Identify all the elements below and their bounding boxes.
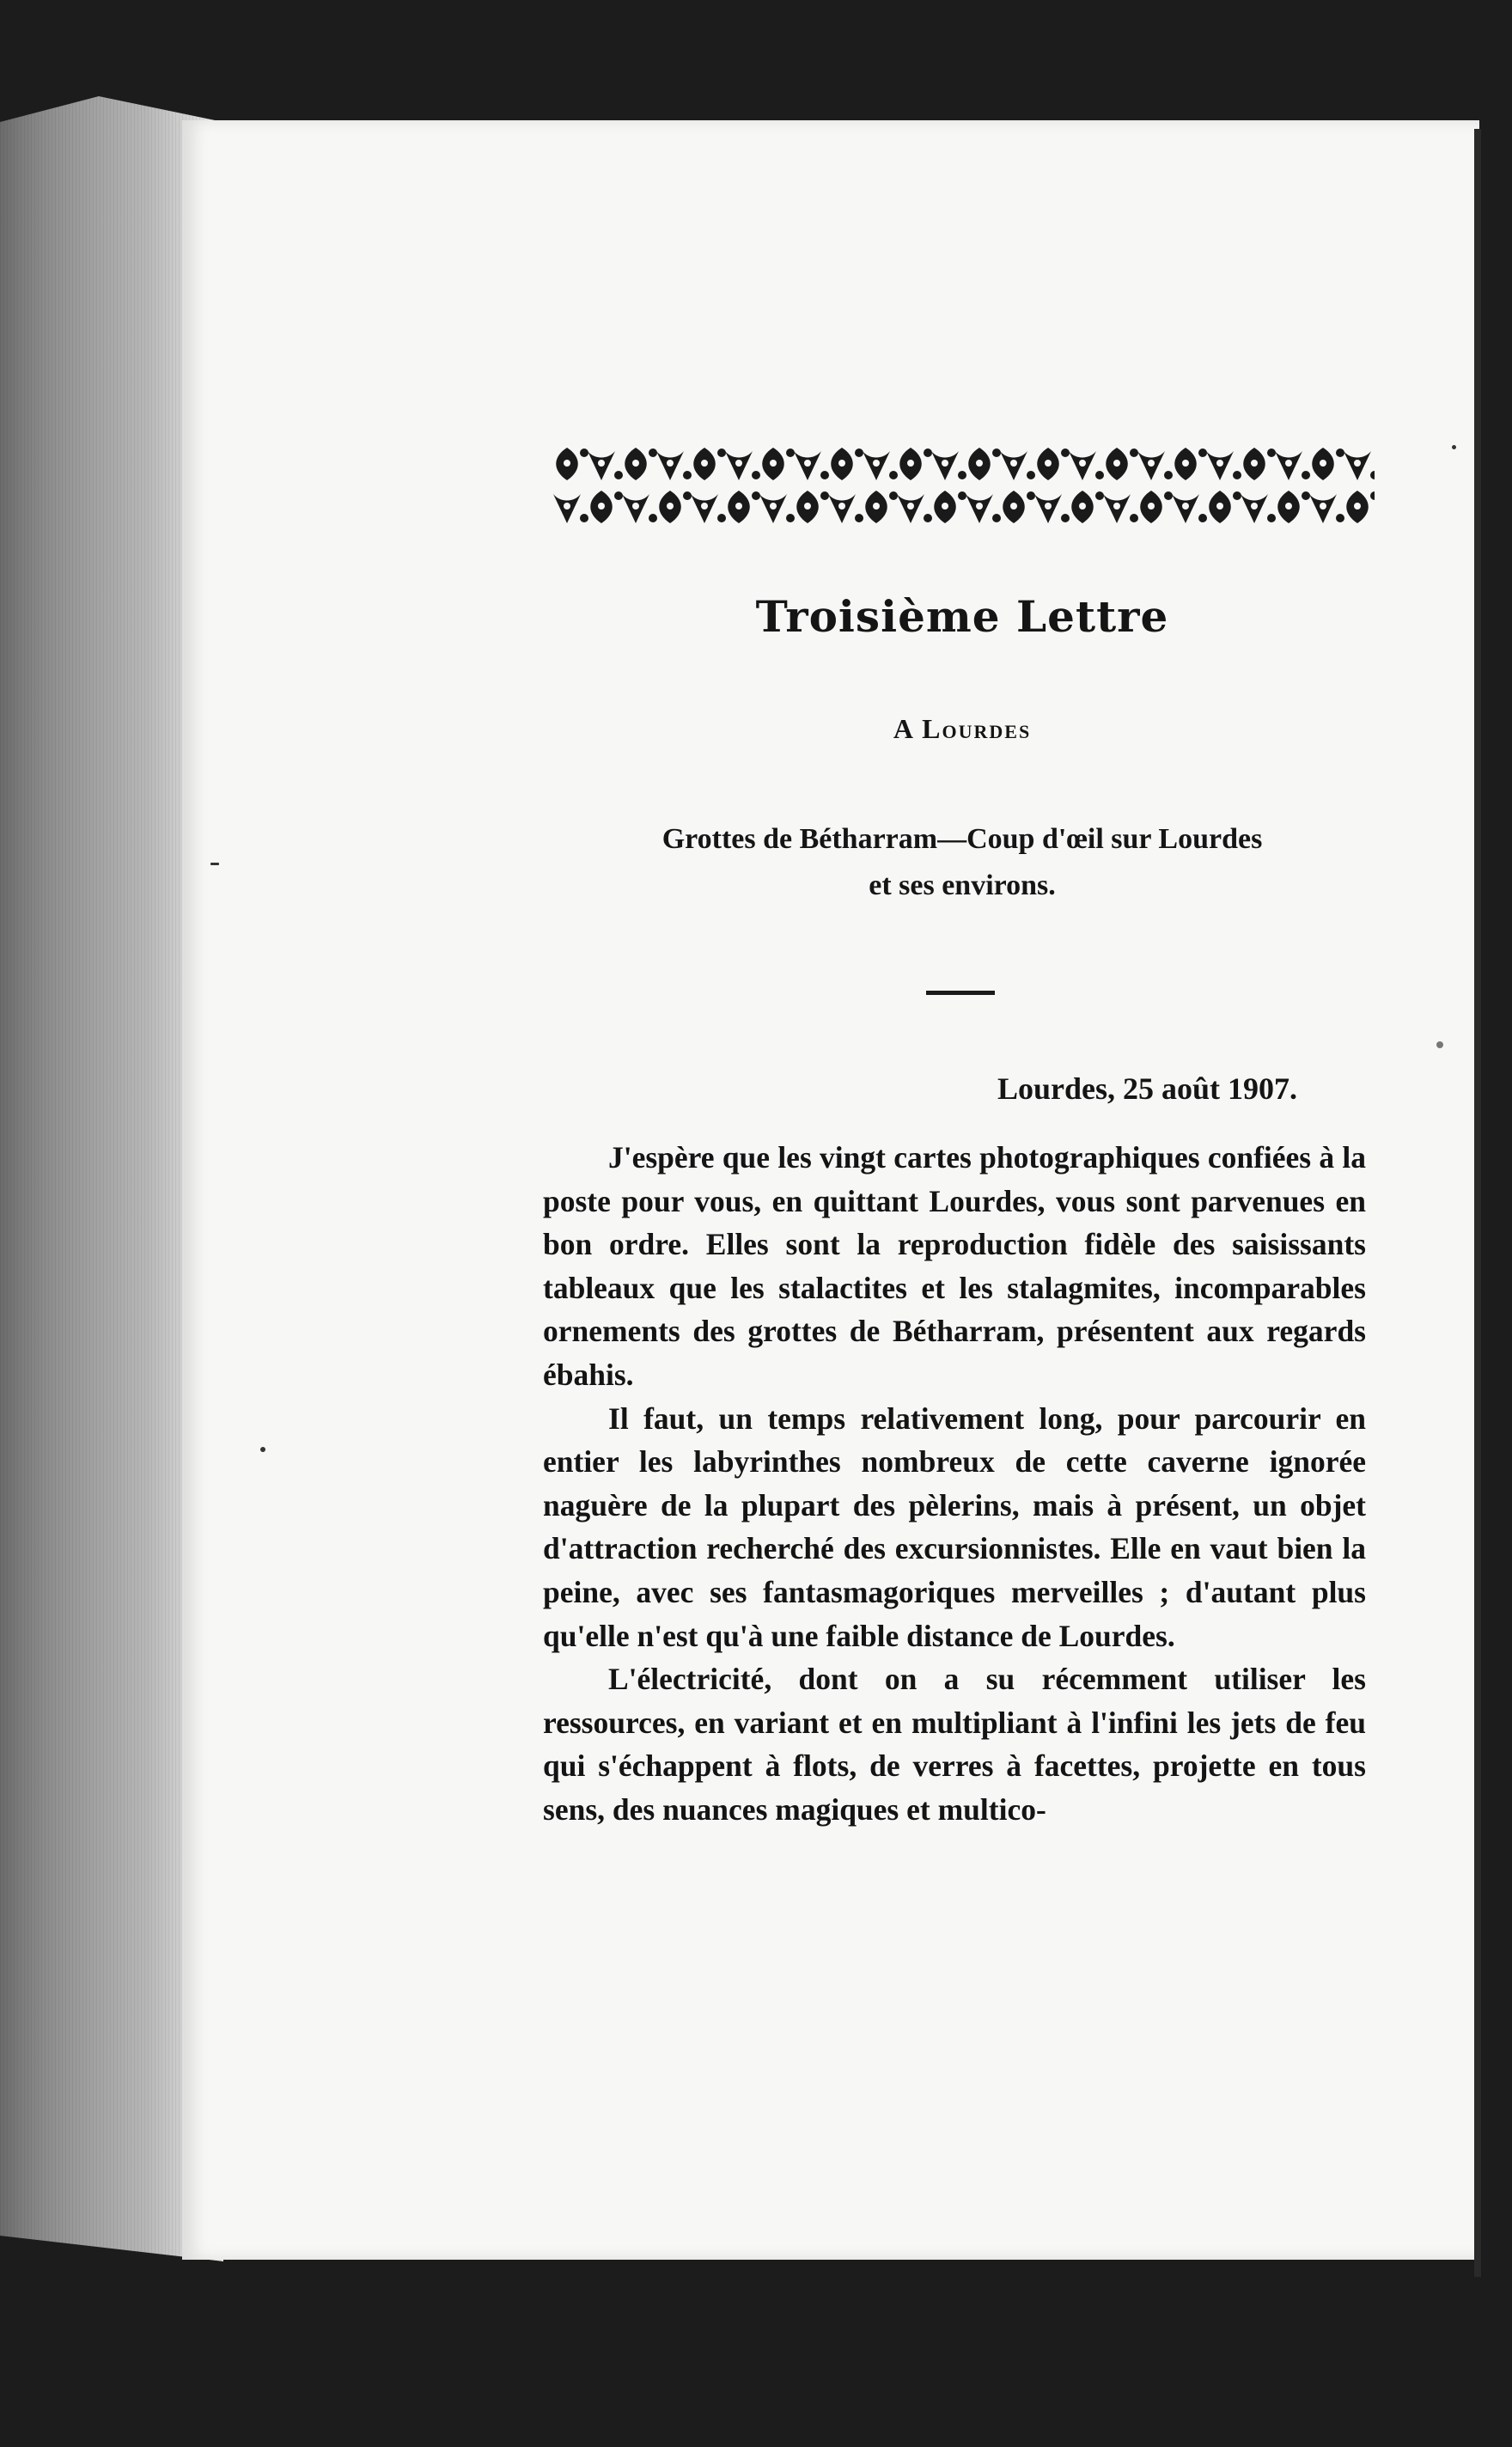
letter-recipient: A Lourdes xyxy=(893,713,1032,744)
ornament-curl xyxy=(1302,491,1310,500)
paragraph-1: J'espère que les vingt cartes photographiques confiées à la poste pour vous, en quittant Lourdes, vous sont parvenues en bon ordre. Elles sont la reproduction fidèle des saisissants tableaux que les stalactites et les stalagmites, incomparables ornements des grottes de Bétharram, présentent aux regards ébahis. xyxy=(543,1140,1366,1392)
letter-body xyxy=(543,1136,1366,1832)
ornament-dot xyxy=(1216,460,1223,467)
ornament-curl xyxy=(1061,449,1070,457)
ornament-curl xyxy=(1233,471,1241,479)
ornament-curl xyxy=(1061,514,1070,522)
ornament-dot xyxy=(598,503,605,510)
ornament-curl xyxy=(1233,491,1241,500)
ornament-dot xyxy=(564,460,570,467)
ornament-dot xyxy=(976,503,983,510)
ornament-curl xyxy=(614,471,623,479)
ornament-curl xyxy=(1267,514,1276,522)
ornament-curl xyxy=(1164,491,1173,500)
ornament-curl xyxy=(683,471,692,479)
ornament-dot xyxy=(1079,503,1086,510)
ornament-dot xyxy=(1285,460,1292,467)
ornament-dot xyxy=(632,503,639,510)
ornament-curl xyxy=(1198,514,1207,522)
ornament-dot xyxy=(907,503,914,510)
scan-speck xyxy=(1436,1041,1443,1048)
letter-title: Troisième Lettre xyxy=(755,591,1169,642)
ornament-curl xyxy=(580,449,588,457)
ornament-curl xyxy=(820,471,829,479)
ornament-dot xyxy=(770,503,777,510)
ornament-curl xyxy=(855,514,863,522)
ornament-curl xyxy=(1267,449,1276,457)
ornament-dot xyxy=(1320,460,1326,467)
ornament-curl xyxy=(1164,471,1173,479)
ornament-curl xyxy=(1095,491,1104,500)
ornament-dot xyxy=(1216,503,1223,510)
ornament-curl xyxy=(1027,471,1035,479)
ornament-curl xyxy=(752,491,760,500)
ornament-curl xyxy=(1095,471,1104,479)
ornament-dot xyxy=(873,503,880,510)
ornament-dot xyxy=(667,460,674,467)
floral-headpiece-ornament-icon xyxy=(550,442,1375,528)
ornament-dot xyxy=(1010,460,1017,467)
ornament-dot xyxy=(1182,460,1189,467)
ornament-dot xyxy=(838,503,845,510)
ornament-dot xyxy=(1251,503,1258,510)
ornament-curl xyxy=(1370,491,1375,500)
ornament-dot xyxy=(1251,460,1258,467)
ornament-dot xyxy=(804,460,811,467)
ornament-curl xyxy=(1336,449,1344,457)
subtitle-line-2: et ses environs. xyxy=(869,870,1056,901)
ornament-curl xyxy=(1198,449,1207,457)
scan-speck xyxy=(1452,445,1456,449)
ornament-dot xyxy=(1148,460,1155,467)
ornament-dot xyxy=(701,460,708,467)
scan-speck xyxy=(260,1447,265,1452)
ornament-curl xyxy=(649,449,657,457)
paragraph-2: Il faut, un temps relativement long, pour parcourir en entier les labyrinthes nombreux de cette caverne ignorée naguère de la plupart des pèlerins, mais à présent, un objet d'attraction recherché des excursionnistes. Elle en vaut bien la peine, avec ses fantasmagoriques merveilles ; d'autant plus qu'elle n'est qu'à une faible distance de Lourdes. xyxy=(543,1400,1366,1653)
ornament-curl xyxy=(889,491,898,500)
letter-subtitle xyxy=(593,816,1332,909)
ornament-curl xyxy=(958,471,966,479)
ornament-dot xyxy=(1354,503,1361,510)
ornament-dot xyxy=(1285,503,1292,510)
ornament-dot xyxy=(770,460,777,467)
ornament-dot xyxy=(1079,460,1086,467)
ornament-curl xyxy=(889,471,898,479)
ornament-dot xyxy=(1045,503,1052,510)
ornament-dot xyxy=(838,460,845,467)
ornament-curl xyxy=(786,449,795,457)
ornament-dot xyxy=(701,503,708,510)
ornament-dot xyxy=(942,460,948,467)
ornament-curl xyxy=(1130,449,1138,457)
ornament-curl xyxy=(924,449,932,457)
ornament-curl xyxy=(614,491,623,500)
ornament-curl xyxy=(1336,514,1344,522)
ornament-dot xyxy=(942,503,948,510)
ornament-curl xyxy=(1370,471,1375,479)
ornament-curl xyxy=(786,514,795,522)
ornament-curl xyxy=(924,514,932,522)
ornament-dot xyxy=(632,460,639,467)
ornament-curl xyxy=(1302,471,1310,479)
ornament-dot xyxy=(564,503,570,510)
ornament-curl xyxy=(820,491,829,500)
ornament-curl xyxy=(992,514,1001,522)
ornament-curl xyxy=(683,491,692,500)
ornament-dot xyxy=(1182,503,1189,510)
ornament-dot xyxy=(907,460,914,467)
ornament-curl xyxy=(752,471,760,479)
ornament-curl xyxy=(580,514,588,522)
ornament-dot xyxy=(1113,460,1120,467)
page-gutter-edge xyxy=(1474,129,1481,2277)
ornament-curl xyxy=(855,449,863,457)
ornament-dot xyxy=(1010,503,1017,510)
ornament-dot xyxy=(667,503,674,510)
ornament-dot xyxy=(804,503,811,510)
ornament-dot xyxy=(1045,460,1052,467)
subtitle-line-1: Grottes de Bétharram—Coup d'œil sur Lourdes xyxy=(662,823,1263,855)
scan-speck xyxy=(210,863,219,865)
ornament-curl xyxy=(958,491,966,500)
section-divider-rule xyxy=(926,991,995,995)
ornament-dot xyxy=(873,460,880,467)
ornament-dot xyxy=(1113,503,1120,510)
ornament-curl xyxy=(1027,491,1035,500)
paragraph-3: L'électricité, dont on a su récemment utiliser les ressources, en variant et en multipliant à l'infini les jets de feu qui s'échappent à flots, de verres à facettes, projette en tous sens, des nuances magiques et multico- xyxy=(543,1662,1366,1827)
ornament-dot xyxy=(1320,503,1326,510)
ornament-dot xyxy=(735,503,742,510)
ornament-curl xyxy=(717,449,726,457)
ornament-curl xyxy=(992,449,1001,457)
ornament-dot xyxy=(735,460,742,467)
ornament-dot xyxy=(1148,503,1155,510)
ornament-dot xyxy=(1354,460,1361,467)
letter-dateline: Lourdes, 25 août 1907. xyxy=(997,1071,1297,1106)
ornament-dot xyxy=(976,460,983,467)
ornament-curl xyxy=(717,514,726,522)
ornament-curl xyxy=(649,514,657,522)
ornament-dot xyxy=(598,460,605,467)
ornament-curl xyxy=(1130,514,1138,522)
